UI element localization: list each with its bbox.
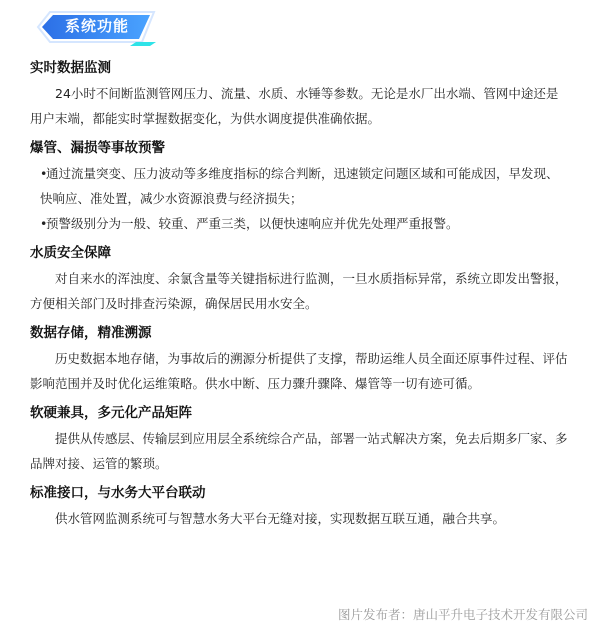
bullet-item: [30, 211, 570, 236]
section-realtime-monitoring: [30, 58, 570, 131]
section-paragraph: 24小时不间断监测管网压力、流量、水质、水锤等参数。无论是水厂出水端、管网中途还是用户末端，都能实时掌握数据变化，为供水调度提供准确依据。: [30, 86, 559, 126]
bullet-item: [30, 161, 570, 211]
section-paragraph: 对自来水的浑浊度、余氯含量等关键指标进行监测，一旦水质指标异常，系统立即发出警报，方便相关部门及时排查污染源，确保居民用水安全。: [30, 271, 568, 311]
section-paragraph: 提供从传感层、传输层到应用层全系统综合产品，部署一站式解决方案，免去后期多厂家、多品牌对接、运管的繁琐。: [30, 431, 568, 471]
feature-list: [30, 58, 570, 538]
section-heading: 数据存储，精准溯源: [30, 325, 152, 341]
section-heading: 实时数据监测: [30, 60, 111, 76]
section-heading: 标准接口，与水务大平台联动: [30, 485, 206, 501]
section-paragraph: 历史数据本地存储，为事故后的溯源分析提供了支撑，帮助运维人员全面还原事件过程、评估影响范围并及时优化运维策略。供水中断、压力骤升骤降、爆管等一切有迹可循。: [30, 351, 568, 391]
caption-publisher: 唐山平升电子技术开发有限公司: [412, 607, 588, 622]
bullet-text: 通过流量突变、压力波动等多维度指标的综合判断，迅速锁定问题区域和可能成因，早发现、快响应、准处置，减少水资源浪费与经济损失；: [40, 166, 559, 206]
banner-title: 系统功能: [64, 17, 129, 35]
section-paragraph: 供水管网监测系统可与智慧水务大平台无缝对接，实现数据互联互通，融合共享。: [55, 511, 506, 526]
section-water-quality: [30, 243, 570, 316]
section-heading: 水质安全保障: [30, 245, 111, 261]
section-burst-leak-warning: [30, 138, 570, 236]
section-heading: 软硬兼具，多元化产品矩阵: [30, 405, 192, 421]
section-heading: 爆管、漏损等事故预警: [30, 140, 165, 156]
bullet-list: [30, 161, 570, 236]
section-banner: [36, 8, 158, 46]
image-caption: [338, 605, 588, 625]
section-standard-interface: [30, 483, 570, 531]
section-data-storage: [30, 323, 570, 396]
bullet-text: 预警级别分为一般、较重、严重三类，以便快速响应并优先处理严重报警。: [46, 216, 459, 231]
caption-label: 图片发布者：: [337, 607, 413, 622]
section-product-matrix: [30, 403, 570, 476]
